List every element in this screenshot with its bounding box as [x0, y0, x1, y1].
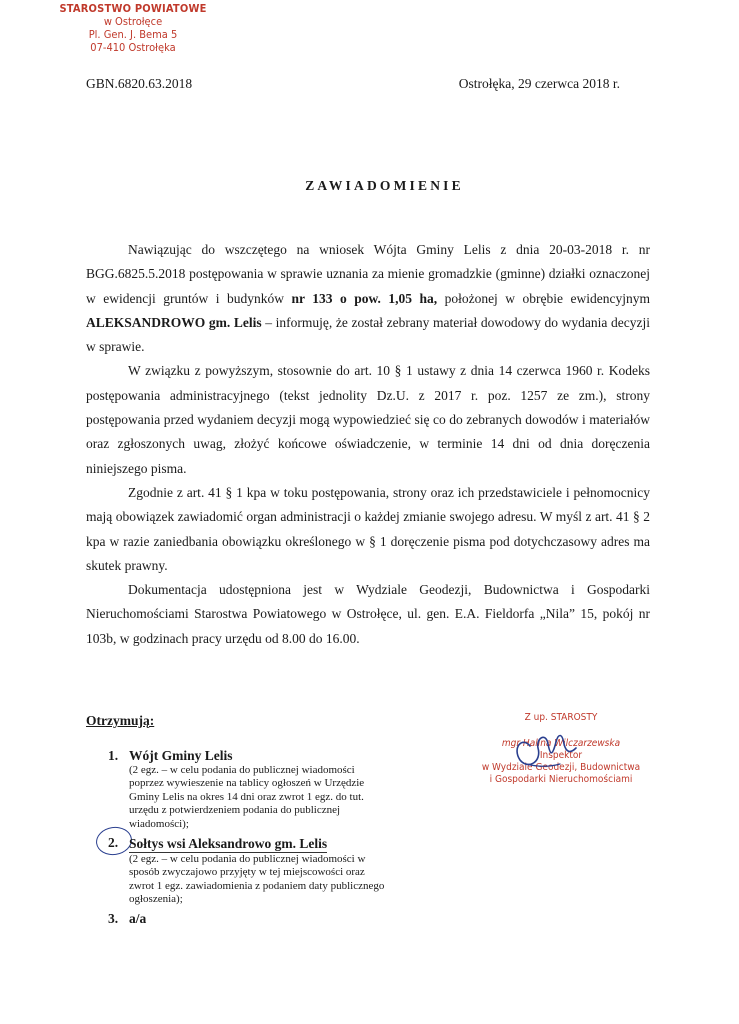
- paragraph-3: Zgodnie z art. 41 § 1 kpa w toku postępowania, strony oraz ich przedstawiciele i pełnomocnicy mają obowiązek zawiadomić organ administracji o każdej zmianie swojego adresu. W myśl z art. 41 § 2 kpa w razie zaniedbania obowiązku określonego w § 1 doręczenie pisma pod dotychczasowy adres ma skutek prawny.: [86, 484, 650, 573]
- signature-stamp-line: mgr Halina Wilczarzewska: [501, 738, 621, 749]
- signature-stamp-line: i Gospodarki Nieruchomościami: [489, 774, 633, 785]
- signature-stamp-line: Inspektor: [539, 750, 583, 761]
- recipient-name: Sołtys wsi Aleksandrowo gm. Lelis: [129, 836, 328, 852]
- letter-body: [86, 238, 650, 651]
- precinct-name: ALEKSANDROWO gm. Lelis: [86, 314, 262, 330]
- paragraph-4: Dokumentacja udostępniona jest w Wydziale Geodezji, Budownictwa i Gospodarki Nieruchomościami Starostwa Powiatowego w Ostrołęce, ul. gen. E.A. Fieldorfa „Nila” 15, pokój nr 103b, w godzinach pracy urzędu od 8.00 do 16.00.: [86, 582, 650, 646]
- recipient-item: [108, 911, 408, 927]
- office-stamp: [58, 2, 208, 54]
- stamp-line: w Ostrołęce: [103, 15, 163, 28]
- paragraph-1: [86, 238, 650, 359]
- recipient-description: (2 egz. – w celu podania do publicznej wiadomości w sposób zwyczajowo przyjęty w tej miejscowości oraz zwrot 1 egz. zawiadomienia z podaniem daty publicznego ogłoszenia);: [129, 853, 385, 906]
- handwritten-signature: [490, 718, 600, 778]
- text-run: Nawiązując do wszczętego na wniosek Wójta Gminy Lelis z dnia 20-03-2018 r. nr BGG.6825.5.2018 postępowania w sprawie uznania za mienie gromadzkie (gminne) działki oznaczonej w ewidencji gruntów i budynków: [86, 242, 650, 306]
- stamp-line: STAROSTWO POWIATOWE: [59, 2, 207, 15]
- reference-number: GBN.6820.63.2018: [86, 76, 193, 91]
- text-run: – informuję, że został zebrany materiał dowodowy do wydania decyzji w sprawie.: [86, 314, 650, 355]
- recipient-number: 1.: [108, 748, 119, 763]
- place-date: Ostrołęka, 29 czerwca 2018 r.: [458, 76, 620, 91]
- recipient-number: 3.: [108, 910, 119, 926]
- recipient-item: [108, 748, 408, 831]
- recipient-name: Wójt Gminy Lelis: [129, 748, 233, 763]
- recipients-list: [108, 748, 408, 931]
- text-run: położonej w obrębie ewidencyjnym: [437, 290, 650, 306]
- recipient-item: [108, 835, 408, 907]
- recipients-heading: Otrzymują:: [86, 713, 155, 728]
- signature-stamp-line: w Wydziale Geodezji, Budownictwa: [481, 762, 641, 773]
- recipient-name: a/a: [129, 910, 147, 926]
- recipient-number: 2.: [108, 835, 119, 851]
- paragraph-2: W związku z powyższym, stosownie do art. 10 § 1 ustawy z dnia 14 czerwca 1960 r. Kodeks postępowania administracyjnego (tekst jednolity Dz.U. z 2017 r. poz. 1257 ze zm.), strony postępowania przed wydaniem decyzji mogą wypowiedzieć się co do zebranych dowodów i materiałów oraz zgłoszonych uwag, złożyć końcowe oświadczenie, w terminie 14 dni od dnia doręczenia niniejszego pisma.: [86, 363, 650, 476]
- document-title: ZAWIADOMIENIE: [305, 178, 464, 193]
- stamp-line: 07-410 Ostrołęka: [90, 41, 176, 54]
- recipient-description: (2 egz. – w celu podania do publicznej wiadomości poprzez wywieszenie na tablicy ogłoszeń w Urzędzie Gminy Lelis na okres 14 dni oraz zwrot 1 egz. do tut. urzędu z potwierdzeniem podania do publicznej wiadomości);: [129, 764, 365, 830]
- plot-number: nr 133 o pow. 1,05 ha,: [291, 290, 438, 306]
- signature-stamp-line: Z up. STAROSTY: [524, 712, 598, 723]
- stamp-line: Pl. Gen. J. Bema 5: [88, 28, 178, 41]
